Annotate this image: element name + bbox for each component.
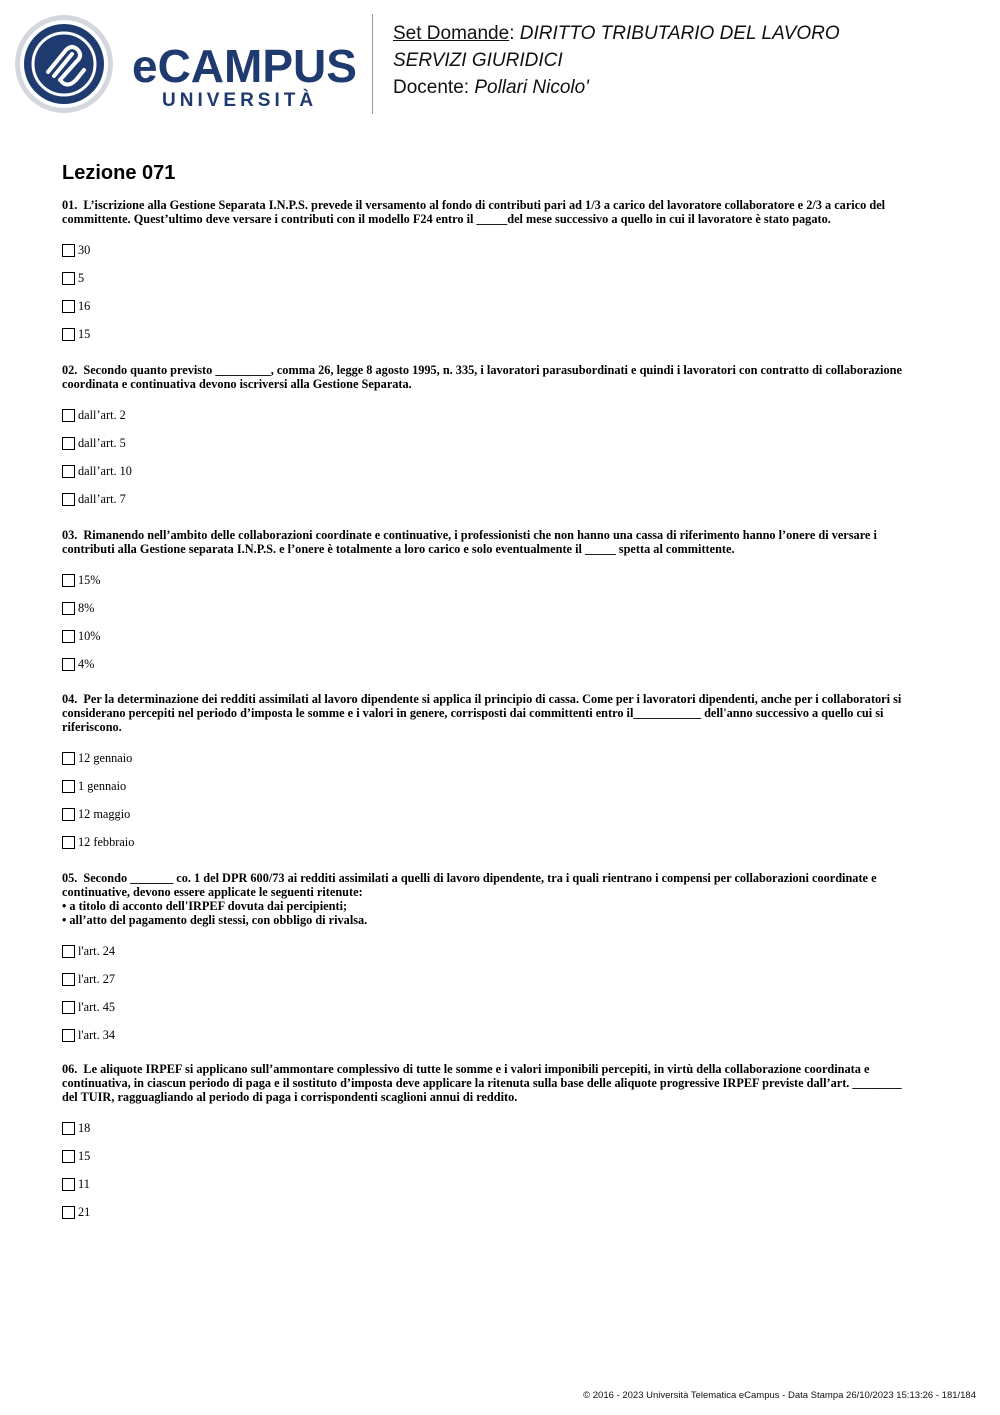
answer-option[interactable]	[62, 965, 940, 993]
answer-option[interactable]	[62, 937, 940, 965]
checkbox[interactable]	[62, 1150, 75, 1163]
answer-options	[62, 566, 940, 678]
option-label: 1 gennaio	[78, 778, 127, 793]
option-label: 30	[78, 242, 91, 257]
question-line: contributi alla Gestione separata I.N.P.S. e l’onere è totalmente a loro carico e solo eventualmente il _____ spetta al committente.	[62, 542, 735, 556]
question-number: 06.	[62, 1062, 78, 1076]
question-line: Per la determinazione dei redditi assimilati al lavoro dipendente si applica il principio di cassa. Come per i lavoratori dipendenti, anche per i collaboratori si	[83, 692, 902, 706]
checkbox[interactable]	[62, 808, 75, 821]
checkbox[interactable]	[62, 1122, 75, 1135]
option-label: dall’art. 10	[78, 463, 132, 478]
question-02	[62, 363, 940, 513]
answer-option[interactable]	[62, 744, 940, 772]
answer-options	[62, 401, 940, 513]
answer-option[interactable]	[62, 772, 940, 800]
answer-options	[62, 236, 940, 348]
option-label: 15%	[78, 572, 101, 587]
question-number: 01.	[62, 198, 78, 212]
option-label: 21	[78, 1204, 91, 1219]
answer-option[interactable]	[62, 485, 940, 513]
answer-option[interactable]	[62, 457, 940, 485]
answer-option[interactable]	[62, 292, 940, 320]
answer-option[interactable]	[62, 236, 940, 264]
question-number: 04.	[62, 692, 78, 706]
option-label: dall’art. 5	[78, 435, 126, 450]
option-label: 11	[78, 1176, 90, 1191]
question-number: 03.	[62, 528, 78, 542]
checkbox[interactable]	[62, 1001, 75, 1014]
option-label: 12 febbraio	[78, 834, 135, 849]
checkbox[interactable]	[62, 409, 75, 422]
question-line: • all’atto del pagamento degli stessi, con obbligo di rivalsa.	[62, 913, 368, 927]
question-03	[62, 528, 940, 678]
question-line: continuative, devono essere applicate le seguenti ritenute:	[62, 885, 363, 899]
logo-wordmark: eCAMPUS	[132, 40, 357, 92]
checkbox[interactable]	[62, 328, 75, 341]
answer-option[interactable]	[62, 828, 940, 856]
answer-option[interactable]	[62, 622, 940, 650]
answer-option[interactable]	[62, 1170, 940, 1198]
course-header	[393, 20, 840, 101]
question-line: coordinata e continuativa devono iscriversi alla Gestione Separata.	[62, 377, 412, 391]
set-separator: :	[509, 23, 515, 44]
checkbox[interactable]	[62, 437, 75, 450]
checkbox[interactable]	[62, 272, 75, 285]
question-01	[62, 198, 940, 348]
answer-option[interactable]	[62, 429, 940, 457]
question-text	[62, 1062, 940, 1104]
question-text	[62, 692, 940, 734]
answer-options	[62, 744, 940, 856]
teacher-name: Pollari Nicolo'	[474, 77, 589, 98]
answer-option[interactable]	[62, 1198, 940, 1226]
question-text	[62, 528, 940, 556]
checkbox[interactable]	[62, 630, 75, 643]
answer-option[interactable]	[62, 1114, 940, 1142]
question-number: 05.	[62, 871, 78, 885]
option-label: l'art. 24	[78, 943, 116, 958]
option-label: 12 maggio	[78, 806, 131, 821]
checkbox[interactable]	[62, 1206, 75, 1219]
question-text	[62, 871, 940, 927]
answer-option[interactable]	[62, 594, 940, 622]
checkbox[interactable]	[62, 752, 75, 765]
option-label: l'art. 34	[78, 1027, 116, 1042]
checkbox[interactable]	[62, 574, 75, 587]
set-line	[393, 20, 840, 47]
checkbox[interactable]	[62, 465, 75, 478]
answer-option[interactable]	[62, 650, 940, 678]
answer-option[interactable]	[62, 1021, 940, 1049]
answer-options	[62, 1114, 940, 1226]
teacher-label: Docente:	[393, 77, 470, 98]
checkbox[interactable]	[62, 658, 75, 671]
option-label: l'art. 27	[78, 971, 116, 986]
question-line: Le aliquote IRPEF si applicano sull’ammontare complessivo di tutte le somme e i valori imponibili percepiti, in virtù della collaborazione coordinata e	[83, 1062, 870, 1076]
footer-print-info: © 2016 - 2023 Università Telematica eCampus - Data Stampa 26/10/2023 15:13:26 - 181/184	[583, 1390, 976, 1401]
answer-option[interactable]	[62, 320, 940, 348]
option-label: dall’art. 2	[78, 407, 126, 422]
answer-option[interactable]	[62, 800, 940, 828]
answer-option[interactable]	[62, 1142, 940, 1170]
question-line: L’iscrizione alla Gestione Separata I.N.P.S. prevede il versamento al fondo di contributi pari ad 1/3 a carico del lavoratore collaboratore e 2/3 a carico del	[83, 198, 886, 212]
question-line: Secondo _______ co. 1 del DPR 600/73 ai redditi assimilati a quelli di lavoro dipendente, tra i quali rientrano i compensi per collaborazioni coordinate e	[83, 871, 877, 885]
answer-option[interactable]	[62, 401, 940, 429]
question-line: del TUIR, ragguagliando al periodo di paga i corrispondenti scaglioni annui di reddito.	[62, 1090, 518, 1104]
checkbox[interactable]	[62, 244, 75, 257]
teacher-line	[393, 74, 840, 101]
answer-option[interactable]	[62, 566, 940, 594]
question-04	[62, 692, 940, 856]
question-line: continuativa, in ciascun periodo di paga e il sostituto d’imposta deve applicare la ritenuta sulla base delle aliquote progressive IRPEF previste dall’art. ________	[62, 1076, 902, 1090]
option-label: dall’art. 7	[78, 491, 126, 506]
option-label: l'art. 45	[78, 999, 116, 1014]
option-label: 5	[78, 270, 85, 285]
question-line: Rimanendo nell’ambito delle collaborazioni coordinate e continuative, i professionisti che non hanno una cassa di riferimento hanno l’onere di versare i	[83, 528, 877, 542]
option-label: 8%	[78, 600, 95, 615]
answer-options	[62, 937, 940, 1049]
lesson-title: Lezione 071	[62, 162, 176, 184]
header-divider	[372, 14, 373, 114]
checkbox[interactable]	[62, 1029, 75, 1042]
question-05	[62, 871, 940, 1049]
course-title-2: SERVIZI GIURIDICI	[393, 50, 563, 71]
checkbox[interactable]	[62, 1178, 75, 1191]
checkbox[interactable]	[62, 945, 75, 958]
option-label: 16	[78, 298, 91, 313]
checkbox[interactable]	[62, 780, 75, 793]
option-label: 4%	[78, 656, 95, 671]
option-label: 18	[78, 1120, 91, 1135]
option-label: 15	[78, 1148, 91, 1163]
checkbox[interactable]	[62, 602, 75, 615]
set-label: Set Domande	[393, 23, 510, 44]
option-label: 10%	[78, 628, 101, 643]
course-title-1: DIRITTO TRIBUTARIO DEL LAVORO	[519, 23, 840, 44]
checkbox[interactable]	[62, 493, 75, 506]
answer-option[interactable]	[62, 264, 940, 292]
question-text	[62, 198, 940, 226]
option-label: 12 gennaio	[78, 750, 133, 765]
question-line: riferiscono.	[62, 720, 122, 734]
answer-option[interactable]	[62, 993, 940, 1021]
question-line: Secondo quanto previsto _________, comma 26, legge 8 agosto 1995, n. 335, i lavoratori parasubordinati e quindi i lavoratori con contratto di collaborazione	[83, 363, 902, 377]
question-text	[62, 363, 940, 391]
option-label: 15	[78, 326, 91, 341]
logo-subtitle: UNIVERSITÀ	[162, 90, 318, 111]
checkbox[interactable]	[62, 973, 75, 986]
question-line: • a titolo di acconto dell'IRPEF dovuta dai percipienti;	[62, 899, 348, 913]
question-06	[62, 1062, 940, 1226]
question-line: committente. Quest’ultimo deve versare i contributi con il modello F24 entro il _____del mese successivo a quello in cui il lavoratore è stato pagato.	[62, 212, 831, 226]
question-number: 02.	[62, 363, 78, 377]
checkbox[interactable]	[62, 300, 75, 313]
checkbox[interactable]	[62, 836, 75, 849]
question-line: considerano percepiti nel periodo d’imposta le somme e i valori in genere, corrisposti dai committenti entro il___________ dell'anno successivo a quello cui si	[62, 706, 884, 720]
ecampus-logo	[14, 12, 359, 116]
